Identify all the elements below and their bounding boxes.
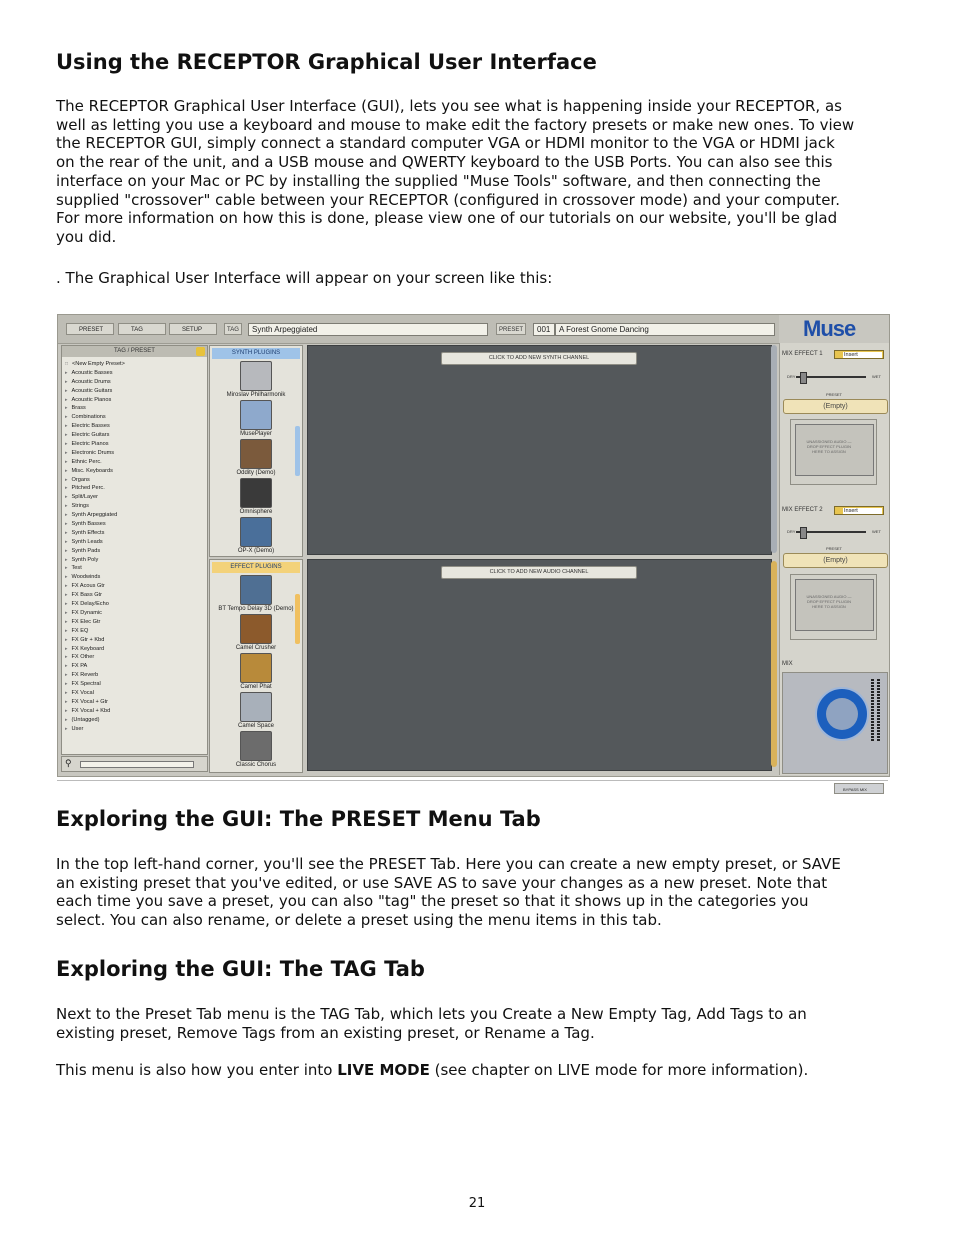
tag-list-item[interactable]: ▸ Woodwinds <box>65 573 207 582</box>
synth-plugin-label: OP-X (Demo) <box>237 548 275 554</box>
audio-channel-area <box>307 559 772 771</box>
synth-plugin-label: Miroslav Philharmonik <box>226 392 286 398</box>
plugin-icon <box>240 400 272 430</box>
synth-plugins-panel <box>209 345 303 557</box>
divider-line <box>57 780 888 781</box>
preset-label: PRESET <box>496 323 526 335</box>
level-meter-right <box>877 679 880 741</box>
tag-list-item[interactable]: ▸ FX Acous Gtr <box>65 582 207 591</box>
tag-label: TAG <box>224 323 242 335</box>
tag-list-item[interactable]: ▸ FX Dynamic <box>65 609 207 618</box>
tag-list-item[interactable]: ▸ FX Gtr + Kbd <box>65 636 207 645</box>
mix-effect-2-label: MIX EFFECT 2 <box>782 507 823 513</box>
tag-field[interactable]: Synth Arpeggiated <box>248 323 488 336</box>
tag-list-item[interactable]: ▸ Synth Arpeggiated <box>65 511 207 520</box>
preset-tab-paragraph: In the top left-hand corner, you'll see the PRESET Tab. Here you can create a new empty preset, or SAVE an existing preset that you've edited, or use SAVE AS to save your changes as a new preset. Note that each time you save a preset, you can also "tag" the preset so that it shows up in the categories you select. You can also rename, or delete a preset using the menu items in this tab. <box>56 855 841 930</box>
synth-plugin-item[interactable] <box>210 400 302 437</box>
preset-name-field[interactable]: A Forest Gnome Dancing <box>555 323 775 336</box>
tag-list-item[interactable]: ▸ Acoustic Guitars <box>65 387 207 396</box>
add-audio-channel-button[interactable]: CLICK TO ADD NEW AUDIO CHANNEL <box>441 566 637 579</box>
receptor-gui-screenshot <box>57 314 890 792</box>
tag-list-item[interactable]: ▸ Electric Guitars <box>65 431 207 440</box>
plugin-icon <box>240 575 272 605</box>
wet-label-2: WET <box>872 529 881 534</box>
mix-effect-1-insert-select[interactable]: Insert <box>834 350 884 359</box>
effect-plugin-label: Camel Phat <box>240 684 272 690</box>
tag-preset-panel <box>61 345 208 755</box>
gui-caption: . The Graphical User Interface will appear on your screen like this: <box>56 269 553 287</box>
tag-list-item[interactable]: ▸ Combinations <box>65 413 207 422</box>
effect-plugin-label: Camel Crusher <box>235 645 277 651</box>
tag-list-item[interactable]: ▸ Electric Pianos <box>65 440 207 449</box>
intro-paragraph: The RECEPTOR Graphical User Interface (GUI), lets you see what is happening inside your RECEPTOR, as well as letting you use a keyboard and mouse to make edit the factory presets or make new ones. To view the RECEPTOR GUI, simply connect a standard computer VGA or HDMI monitor to the VGA or HDMI jack on the rear of the unit, and a USB mouse and QWERTY keyboard to the USB Ports. You can also see this interface on your Mac or PC by installing the supplied "Muse Tools" software, and then connecting the supplied "crossover" cable between your RECEPTOR (configured in crossover mode) and your computer. For more information on how this is done, please view one of our tutorials on our website, you'll be glad you did. <box>56 97 855 246</box>
plugin-icon <box>240 478 272 508</box>
effect-scrollbar[interactable] <box>295 594 300 644</box>
tag-list-item[interactable]: ▸ Synth Poly <box>65 556 207 565</box>
tag-list-item[interactable]: ▸ FX Vocal + Gtr <box>65 698 207 707</box>
tag-list-item[interactable]: ▸ FX Elec Gtr <box>65 618 207 627</box>
tag-list-item[interactable]: ▸ Synth Pads <box>65 547 207 556</box>
tag-tab-paragraph: Next to the Preset Tab menu is the TAG Tab, which lets you Create a New Empty Tag, Add Tags to an existing preset, Remove Tags from an existing preset, or Rename a Tag. <box>56 1005 807 1042</box>
section-title-tag-tab: Exploring the GUI: The TAG Tab <box>56 957 425 981</box>
plugin-icon <box>240 731 272 761</box>
synth-plugin-label: Oddity (Demo) <box>236 470 276 476</box>
tag-list-item[interactable]: ▸ FX Vocal <box>65 689 207 698</box>
mix-effect-1-label: MIX EFFECT 1 <box>782 351 823 357</box>
tag-list-item[interactable]: ▸ Brass <box>65 404 207 413</box>
tag-list-item[interactable]: ▸ FX Spectral <box>65 680 207 689</box>
wet-label: WET <box>872 374 881 379</box>
dry-label: DRY <box>787 374 796 379</box>
tag-list-item[interactable]: ▸ Electronic Drums <box>65 449 207 458</box>
mix-section <box>782 672 888 774</box>
synth-plugin-label: MusePlayer <box>240 431 272 437</box>
synth-plugins-header: SYNTH PLUGINS <box>212 348 300 359</box>
effect-plugin-item[interactable] <box>210 575 302 612</box>
tag-list-item[interactable]: ▸ Misc. Keyboards <box>65 467 207 476</box>
tag-list-item[interactable]: ▸ Test <box>65 564 207 573</box>
synth-channel-area <box>307 345 772 555</box>
synth-channel-scrollbar[interactable] <box>771 345 777 553</box>
tag-list-item[interactable]: ▸ User <box>65 725 207 734</box>
tag-list-item[interactable]: ▸ FX Keyboard <box>65 645 207 654</box>
effect-plugins-header: EFFECT PLUGINS <box>212 562 300 573</box>
effect-plugin-item[interactable] <box>210 614 302 651</box>
plugin-icon <box>240 361 272 391</box>
mix-effect-1-fader[interactable] <box>796 376 866 378</box>
tag-list-item[interactable]: ▸ Acoustic Pianos <box>65 396 207 405</box>
fader-handle[interactable] <box>800 527 807 539</box>
setup-tab-button[interactable]: SETUP <box>169 323 217 335</box>
tag-list-item[interactable]: ▸ Acoustic Basses <box>65 369 207 378</box>
effect-plugin-label: Classic Chorus <box>235 762 277 768</box>
mix-effect-1-preset-button[interactable]: (Empty) <box>783 399 888 414</box>
tag-list-item[interactable]: ▸ FX Delay/Echo <box>65 600 207 609</box>
bypass-mix-toggle[interactable]: BYPASS MIX <box>834 783 884 794</box>
tag-tab-button[interactable]: TAG <box>118 323 166 335</box>
tag-panel-header: TAG / PRESET <box>62 346 207 357</box>
live-mode-bold: LIVE MODE <box>337 1061 430 1079</box>
plugin-icon <box>240 517 272 547</box>
effect-plugin-label: Camel Space <box>237 723 275 729</box>
search-bar <box>61 756 208 772</box>
live-mode-paragraph: This menu is also how you enter into LIVE MODE (see chapter on LIVE mode for more information). <box>56 1061 809 1079</box>
search-icon[interactable]: ⚲ <box>65 758 72 768</box>
synth-plugin-item[interactable] <box>210 517 302 554</box>
tag-list-item[interactable]: ▸ Synth Leads <box>65 538 207 547</box>
fx-placeholder-text: UNASSIGNED AUDIO — DROP EFFECT PLUGIN HERE TO ASSIGN <box>806 594 852 609</box>
mix-effect-2-insert-select[interactable]: Insert <box>834 506 884 515</box>
tag-list-item[interactable]: ▸ Acoustic Drums <box>65 378 207 387</box>
section-title-gui: Using the RECEPTOR Graphical User Interface <box>56 50 597 74</box>
effect-plugins-panel <box>209 559 303 773</box>
effect-plugin-item[interactable] <box>210 692 302 729</box>
mix-effect-2-fader[interactable] <box>796 531 866 533</box>
tag-list-item[interactable]: ▸ Strings <box>65 502 207 511</box>
audio-channel-scrollbar[interactable] <box>771 561 777 767</box>
mix-effect-1-slot[interactable] <box>790 419 877 485</box>
synth-plugin-item[interactable] <box>210 439 302 476</box>
tag-list-item[interactable]: ▸ Synth Basses <box>65 520 207 529</box>
plugin-icon <box>240 439 272 469</box>
volume-knob[interactable] <box>815 687 869 741</box>
tag-list-item[interactable]: ▸ Ethnic Perc. <box>65 458 207 467</box>
synth-plugin-item[interactable] <box>210 478 302 515</box>
effect-plugin-item[interactable] <box>210 731 302 768</box>
synth-scrollbar[interactable] <box>295 426 300 476</box>
effect-plugin-item[interactable] <box>210 653 302 690</box>
tag-list-item[interactable]: ▸ FX PA <box>65 662 207 671</box>
tag-list-item[interactable]: ▸ FX EQ <box>65 627 207 636</box>
dry-label-2: DRY <box>787 529 796 534</box>
star-icon[interactable] <box>196 347 205 356</box>
fader-handle[interactable] <box>800 372 807 384</box>
page-number: 21 <box>468 1196 486 1211</box>
preset-number: 001 <box>533 323 555 336</box>
tag-list-item[interactable]: ▸ Electric Basses <box>65 422 207 431</box>
synth-plugin-label: Omnisphere <box>239 509 273 515</box>
preset-tab-button[interactable]: PRESET <box>66 323 114 335</box>
plugin-icon <box>240 692 272 722</box>
muse-logo: Muse <box>803 316 856 341</box>
preset-small-label-1: PRESET <box>826 392 843 397</box>
effect-plugin-label: BT Tempo Delay 3D (Demo) <box>218 606 294 612</box>
tag-list-item[interactable]: □ <New Empty Preset> <box>65 360 207 369</box>
mix-effect-2-preset-button[interactable]: (Empty) <box>783 553 888 568</box>
add-synth-channel-button[interactable]: CLICK TO ADD NEW SYNTH CHANNEL <box>441 352 637 365</box>
mix-effects-panel <box>779 343 889 792</box>
mix-effect-2-slot[interactable] <box>790 574 877 640</box>
tag-list-item[interactable]: ▸ Organs <box>65 476 207 485</box>
fx-placeholder-text: UNASSIGNED AUDIO — DROP EFFECT PLUGIN HERE TO ASSIGN <box>806 439 852 454</box>
tag-list-item[interactable]: ▸ Pitched Perc. <box>65 484 207 493</box>
mix-label: MIX <box>782 661 793 667</box>
synth-plugin-item[interactable] <box>210 361 302 398</box>
tag-list-item[interactable]: ▸ FX Reverb <box>65 671 207 680</box>
preset-small-label-2: PRESET <box>826 546 843 551</box>
tag-list-item[interactable]: ▸ FX Other <box>65 653 207 662</box>
plugin-icon <box>240 614 272 644</box>
level-meter-left <box>871 679 874 741</box>
section-title-preset-tab: Exploring the GUI: The PRESET Menu Tab <box>56 807 541 831</box>
tag-list <box>65 360 207 733</box>
plugin-icon <box>240 653 272 683</box>
tag-list-item[interactable]: ▸ FX Vocal + Kbd <box>65 707 207 716</box>
search-input[interactable] <box>80 761 194 768</box>
tag-list-item[interactable]: ▸ FX Bass Gtr <box>65 591 207 600</box>
tag-list-item[interactable]: ▸ Split/Layer <box>65 493 207 502</box>
tag-list-item[interactable]: ▸ Synth Effects <box>65 529 207 538</box>
tag-list-item[interactable]: ▸ (Untagged) <box>65 716 207 725</box>
gui-top-bar <box>58 315 779 344</box>
